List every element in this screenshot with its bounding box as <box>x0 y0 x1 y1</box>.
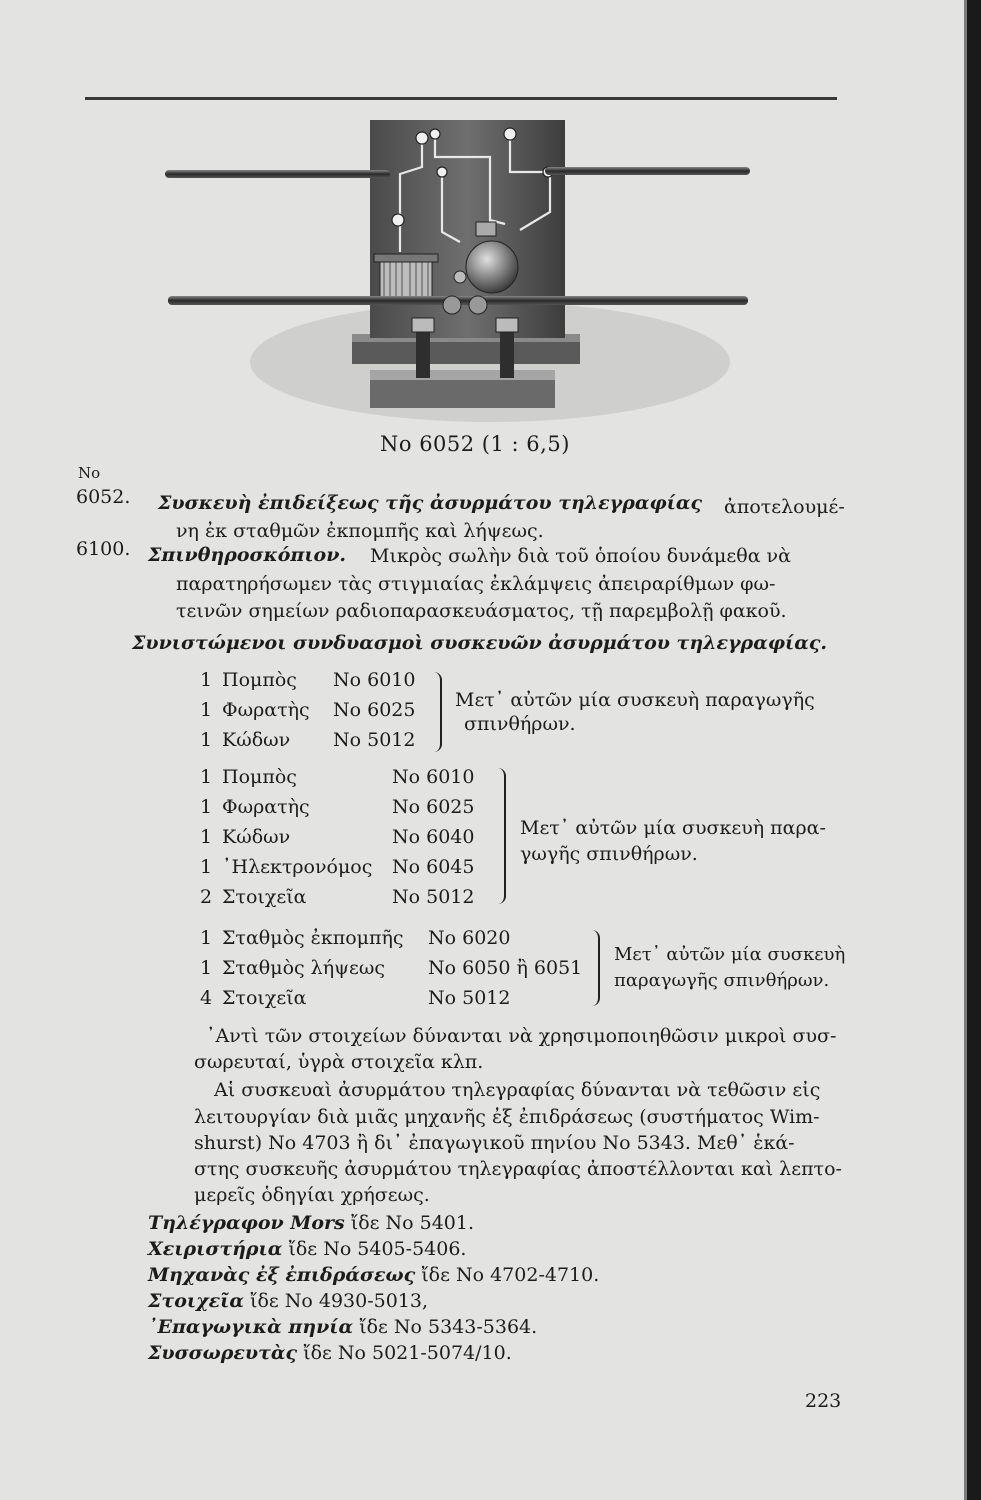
reference-target: ἴδε No 5021-5074/10. <box>303 1342 512 1364</box>
list-item-no: No 5012 <box>392 886 475 908</box>
page-number: 223 <box>805 1390 842 1412</box>
entry-text: Μικρὸς σωλὴν διὰ τοῦ ὁποίου δυνάμεθα νὰ <box>370 545 791 567</box>
apparatus-illustration <box>160 112 755 432</box>
list-item-no: No 6050 ἢ 6051 <box>428 957 583 979</box>
list-item-qty: 1 <box>200 669 213 691</box>
entry-text: παρατηρήσωμεν τὰς στιγμιαίας ἐκλάμψεις ἀπειραρίθμων φω- <box>176 573 776 595</box>
reference-term: Τηλέγραφον Mors <box>148 1212 345 1234</box>
bell <box>466 241 518 293</box>
list-item-no: No 5012 <box>428 987 511 1009</box>
combination-note: Μετ᾿ αὐτῶν μία συσκευὴ παρα- <box>520 817 826 839</box>
list-item-qty: 1 <box>200 957 213 979</box>
coil <box>374 254 438 300</box>
brace <box>496 768 506 904</box>
list-item-name: Στοιχεῖα <box>222 987 307 1009</box>
list-item-name: Πομπὸς <box>222 766 297 788</box>
list-item-name: Σταθμὸς ἐκπομπῆς <box>222 927 404 949</box>
brace <box>432 672 442 752</box>
list-item-qty: 1 <box>200 927 213 949</box>
list-item-name: Φωρατὴς <box>222 699 310 721</box>
entry-title: Συσκευὴ ἐπιδείξεως τῆς ἀσυρμάτου τηλεγραφίας <box>158 492 703 514</box>
entry-text: ἀποτελουμέ- <box>724 496 845 518</box>
paragraph-line: λειτουργίαν διὰ μιᾶς μηχανῆς ἐξ ἐπιδράσεως (συστήματος Wim- <box>194 1106 820 1128</box>
combination-note: γωγῆς σπινθήρων. <box>520 843 698 865</box>
list-item-name: ᾿Ηλεκτρονόμος <box>222 856 373 878</box>
reference-item <box>148 1210 474 1236</box>
list-item-name: Φωρατὴς <box>222 796 310 818</box>
list-item-qty: 1 <box>200 826 213 848</box>
entry-title: Σπινθηροσκόπιον. <box>148 544 347 566</box>
list-item-qty: 1 <box>200 766 213 788</box>
entry-text: νη ἐκ σταθμῶν ἐκπομπῆς καὶ λήψεως. <box>176 520 544 542</box>
reference-target: ἴδε No 5401. <box>350 1212 475 1234</box>
reference-item <box>148 1236 466 1262</box>
paragraph-line: shurst) No 4703 ἢ δι᾿ ἐπαγωγικοῦ πηνίου No 5343. Μεθ᾿ ἑκά- <box>194 1132 795 1154</box>
list-item-no: No 6045 <box>392 856 475 878</box>
reference-item <box>148 1340 512 1366</box>
list-item-no: No 5012 <box>333 729 416 751</box>
combination-note: παραγωγῆς σπινθήρων. <box>614 970 830 991</box>
reference-target: ἴδε No 5343-5364. <box>359 1316 538 1338</box>
list-item-no: No 6010 <box>392 766 475 788</box>
list-item-qty: 1 <box>200 699 213 721</box>
page-edge <box>967 0 981 1500</box>
list-item-no: No 6025 <box>392 796 475 818</box>
combination-note: σπινθήρων. <box>464 713 576 735</box>
list-item-no: No 6020 <box>428 927 511 949</box>
list-item-qty: 1 <box>200 796 213 818</box>
list-item-qty: 2 <box>200 886 213 908</box>
list-item-name: Κώδων <box>222 826 291 848</box>
entry-number: 6052. <box>76 486 131 508</box>
brace <box>590 930 600 1006</box>
reference-item <box>148 1288 428 1314</box>
entry-number: 6100. <box>76 538 131 560</box>
reference-item <box>148 1314 537 1340</box>
list-item-name: Κώδων <box>222 729 291 751</box>
paragraph-line: μερεῖς ὁδηγίαι χρήσεως. <box>194 1184 430 1206</box>
reference-item <box>148 1262 599 1288</box>
paragraph-line: σωρευταί, ὑγρὰ στοιχεῖα κλπ. <box>194 1051 484 1073</box>
paragraph-line: στης συσκευῆς ἀσυρμάτου τηλεγραφίας ἀποστέλλονται καὶ λεπτο- <box>194 1158 842 1180</box>
reference-term: Στοιχεῖα <box>148 1290 244 1312</box>
list-item-no: No 6040 <box>392 826 475 848</box>
list-item-qty: 4 <box>200 987 213 1009</box>
list-item-name: Σταθμὸς λήψεως <box>222 957 385 979</box>
reference-term: Συσσωρευτὰς <box>148 1342 298 1364</box>
paragraph-line: ᾿Αντὶ τῶν στοιχείων δύνανται νὰ χρησιμοποιηθῶσιν μικροὶ συσ- <box>206 1025 837 1047</box>
list-item-name: Πομπὸς <box>222 669 297 691</box>
combination-note: Μετ᾿ αὐτῶν μία συσκευὴ παραγωγῆς <box>455 689 815 711</box>
upper-right-rod <box>545 167 750 175</box>
reference-target: ἴδε No 5405-5406. <box>288 1238 467 1260</box>
entry-no-prefix: No <box>78 464 101 482</box>
paragraph-line: Αἱ συσκευαὶ ἀσυρμάτου τηλεγραφίας δύνανται νὰ τεθῶσιν εἰς <box>214 1079 821 1101</box>
reference-target: ἴδε No 4930-5013, <box>250 1290 429 1312</box>
list-item-no: No 6010 <box>333 669 416 691</box>
section-heading: Συνιστώμενοι συνδυασμοὶ συσκευῶν ἀσυρμάτου τηλεγραφίας. <box>132 632 828 654</box>
reference-term: Χειριστήρια <box>148 1238 283 1260</box>
reference-term: Μηχανὰς ἐξ ἐπιδράσεως <box>148 1264 416 1286</box>
combination-note: Μετ᾿ αὐτῶν μία συσκευὴ <box>614 944 846 965</box>
list-item-name: Στοιχεῖα <box>222 886 307 908</box>
reference-target: ἴδε No 4702-4710. <box>421 1264 600 1286</box>
entry-text: τεινῶν σημείων ραδιοπαρασκευάσματος, τῇ παρεμβολῇ φακοῦ. <box>176 600 787 622</box>
upper-left-rod <box>165 170 390 178</box>
list-item-qty: 1 <box>200 729 213 751</box>
list-item-qty: 1 <box>200 856 213 878</box>
list-item-no: No 6025 <box>333 699 416 721</box>
figure-caption: No 6052 (1 : 6,5) <box>380 432 570 456</box>
top-rule <box>85 97 837 100</box>
reference-term: ᾿Επαγωγικὰ πηνία <box>148 1316 354 1338</box>
